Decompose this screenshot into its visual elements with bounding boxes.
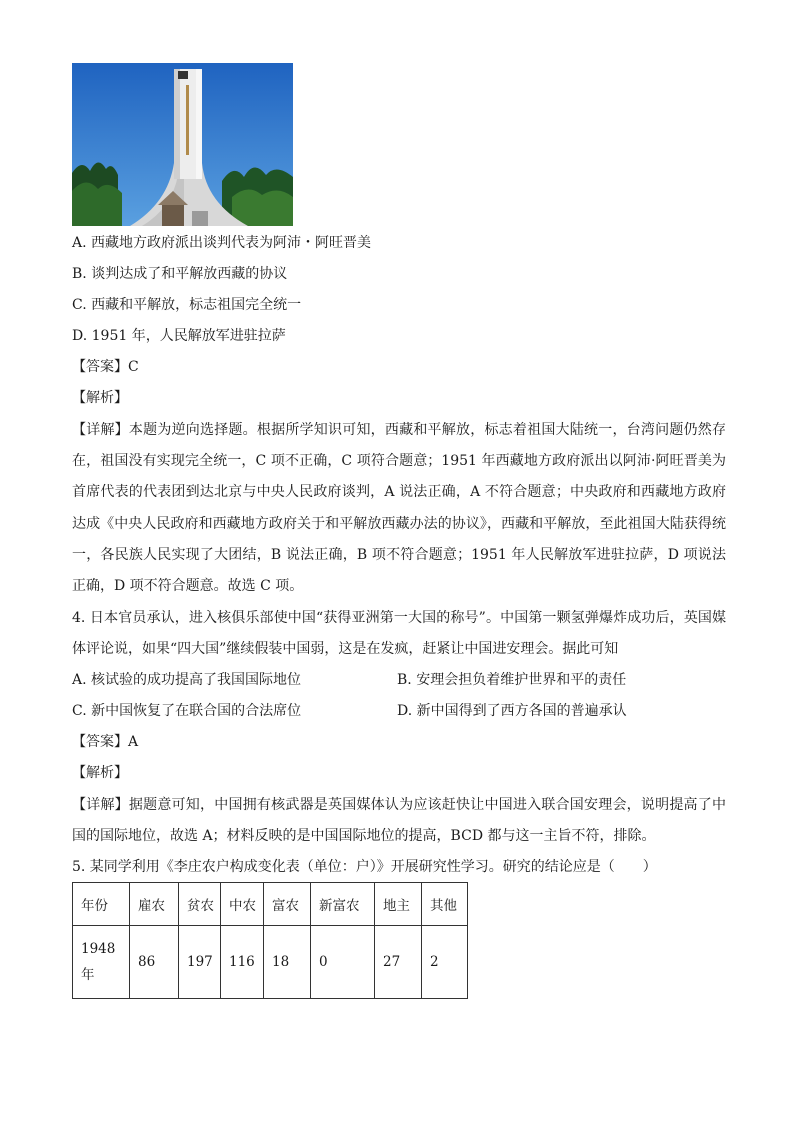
table-cell: 0 (311, 926, 375, 999)
household-table (72, 882, 468, 999)
q4-answer: 【答案】A (72, 734, 139, 750)
table-header-row (73, 883, 468, 926)
table-cell: 2 (422, 926, 468, 999)
monument-photo (72, 63, 293, 226)
table-header-cell: 贫农 (179, 883, 221, 926)
year-line-2: 年 (81, 967, 95, 983)
q4-detail: 【详解】据题意可知，中国拥有核武器是英国媒体认为应该赶快让中国进入联合国安理会，说明提高了中国的国际地位，故选 A；材料反映的是中国国际地位的提高，BCD 都与这一主旨不符，排除。 (72, 797, 726, 845)
monument-illustration (72, 63, 293, 226)
table-cell: 116 (221, 926, 264, 999)
q4-option-b: B. 安理会担负着维护世界和平的责任 (397, 672, 627, 688)
q4-option-c: C. 新中国恢复了在联合国的合法席位 (72, 703, 302, 719)
table-cell: 27 (375, 926, 422, 999)
year-line-1: 1948 (81, 941, 116, 957)
table-header-cell: 新富农 (311, 883, 375, 926)
q3-option-a: A. 西藏地方政府派出谈判代表为阿沛・阿旺晋美 (72, 235, 372, 251)
table-row (73, 926, 468, 999)
table-cell: 86 (130, 926, 179, 999)
q3-answer: 【答案】C (72, 359, 139, 375)
q3-option-c: C. 西藏和平解放，标志祖国完全统一 (72, 297, 302, 313)
table-header-cell: 富农 (264, 883, 311, 926)
table-header-cell: 其他 (422, 883, 468, 926)
table-cell: 18 (264, 926, 311, 999)
q4-stem: 4. 日本官员承认，进入核俱乐部使中国“获得亚洲第一大国的称号”。中国第一颗氢弹爆炸成功后，英国媒体评论说，如果“四大国”继续假装中国弱，这是在发疯，赶紧让中国进安理会。据此可知 (72, 610, 726, 658)
table-cell-year (73, 926, 130, 999)
q4-option-d: D. 新中国得到了西方各国的普遍承认 (397, 703, 627, 719)
table-header-cell: 雇农 (130, 883, 179, 926)
q5-stem: 5. 某同学利用《李庄农户构成变化表（单位：户）》开展研究性学习。研究的结论应是（ ） (72, 859, 657, 875)
table-header-cell: 地主 (375, 883, 422, 926)
table-header-cell: 年份 (73, 883, 130, 926)
q3-option-d: D. 1951 年，人民解放军进驻拉萨 (72, 328, 286, 344)
q3-detail: 【详解】本题为逆向选择题。根据所学知识可知，西藏和平解放，标志着祖国大陆统一，台湾问题仍然存在，祖国没有实现完全统一，C 项不正确，C 项符合题意；1951 年西藏地方政府派出以阿沛·阿旺晋美为首席代表的代表团到达北京与中央人民政府谈判，A 说法正确，A 不符合题意；中央政府和西藏地方政府达成《中央人民政府和西藏地方政府关于和平解放西藏办法的协议》，西藏和平解放，至此祖国大陆获得统一，各民族人民实现了大团结，B 说法正确，B 项不符合题意；1951 年人民解放军进驻拉萨，D 项说法正确，D 项不符合题意。故选 C 项。 (72, 422, 726, 595)
table-header-cell: 中农 (221, 883, 264, 926)
q3-analysis-label: 【解析】 (72, 390, 128, 406)
q4-analysis-label: 【解析】 (72, 765, 128, 781)
q3-option-b: B. 谈判达成了和平解放西藏的协议 (72, 266, 288, 282)
q4-option-a: A. 核试验的成功提高了我国国际地位 (72, 672, 302, 688)
table-cell: 197 (179, 926, 221, 999)
